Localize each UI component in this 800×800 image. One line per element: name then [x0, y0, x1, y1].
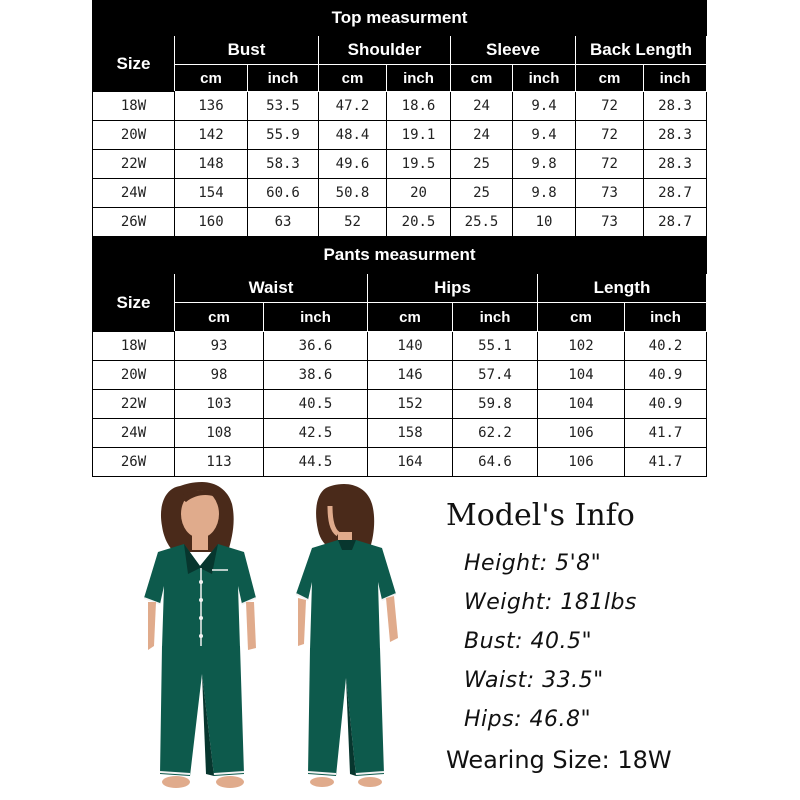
model-back-photo: [286, 478, 416, 798]
pants-table-title: Pants measurment: [93, 237, 707, 274]
size-header: Size: [93, 274, 175, 332]
table-cell: 9.8: [513, 179, 576, 208]
model-wearing-size: Wearing Size: 18W: [446, 746, 672, 774]
table-cell: 9.4: [513, 92, 576, 121]
table-cell: 108: [175, 419, 264, 448]
table-cell: 160: [175, 208, 248, 237]
table-cell: 25.5: [451, 208, 513, 237]
table-cell: 104: [538, 361, 625, 390]
table-row: [93, 179, 707, 208]
table-cell: 102: [538, 332, 625, 361]
table-cell: 64.6: [453, 448, 538, 477]
table-cell: 72: [576, 121, 644, 150]
table-cell: 146: [368, 361, 453, 390]
table-cell: 24: [451, 121, 513, 150]
table-cell: 47.2: [319, 92, 387, 121]
unit-header: cm: [538, 303, 625, 332]
size-cell: 26W: [93, 448, 175, 477]
model-height: Height: 5'8": [464, 551, 602, 576]
table-cell: 52: [319, 208, 387, 237]
length-header: Length: [538, 274, 707, 303]
size-cell: 20W: [93, 121, 175, 150]
table-cell: 49.6: [319, 150, 387, 179]
table-cell: 9.8: [513, 150, 576, 179]
table-cell: 106: [538, 419, 625, 448]
shoulder-header: Shoulder: [319, 36, 451, 65]
model-info-title: Model's Info: [446, 498, 635, 533]
unit-header: cm: [319, 65, 387, 92]
table-cell: 18.6: [387, 92, 451, 121]
table-cell: 40.5: [264, 390, 368, 419]
table-cell: 140: [368, 332, 453, 361]
pants-measurement-table: [92, 236, 707, 477]
table-cell: 19.5: [387, 150, 451, 179]
unit-header: cm: [451, 65, 513, 92]
table-cell: 28.3: [644, 150, 707, 179]
table-cell: 40.2: [625, 332, 707, 361]
table-cell: 98: [175, 361, 264, 390]
table-cell: 104: [538, 390, 625, 419]
waist-header: Waist: [175, 274, 368, 303]
table-cell: 57.4: [453, 361, 538, 390]
table-cell: 19.1: [387, 121, 451, 150]
size-header: Size: [93, 36, 175, 92]
model-front-photo: [128, 478, 278, 798]
table-cell: 113: [175, 448, 264, 477]
model-waist: Waist: 33.5": [464, 668, 604, 693]
unit-header: inch: [513, 65, 576, 92]
bust-header: Bust: [175, 36, 319, 65]
unit-header: cm: [175, 303, 264, 332]
unit-header: inch: [387, 65, 451, 92]
unit-header: inch: [644, 65, 707, 92]
table-cell: 20: [387, 179, 451, 208]
size-cell: 26W: [93, 208, 175, 237]
table-cell: 59.8: [453, 390, 538, 419]
table-cell: 41.7: [625, 448, 707, 477]
top-table-title: Top measurment: [93, 1, 707, 36]
sleeve-header: Sleeve: [451, 36, 576, 65]
table-cell: 73: [576, 179, 644, 208]
table-cell: 55.1: [453, 332, 538, 361]
table-cell: 158: [368, 419, 453, 448]
model-bust: Bust: 40.5": [464, 629, 593, 654]
table-row: [93, 390, 707, 419]
table-cell: 60.6: [248, 179, 319, 208]
model-weight: Weight: 181lbs: [464, 590, 637, 615]
table-cell: 25: [451, 150, 513, 179]
size-cell: 22W: [93, 390, 175, 419]
unit-header: cm: [368, 303, 453, 332]
table-cell: 24: [451, 92, 513, 121]
table-cell: 73: [576, 208, 644, 237]
hips-header: Hips: [368, 274, 538, 303]
table-row: [93, 92, 707, 121]
table-row: [93, 208, 707, 237]
table-cell: 48.4: [319, 121, 387, 150]
top-measurement-table: [92, 0, 707, 237]
table-cell: 28.3: [644, 121, 707, 150]
table-cell: 28.7: [644, 179, 707, 208]
table-cell: 28.7: [644, 208, 707, 237]
unit-header: cm: [576, 65, 644, 92]
table-cell: 136: [175, 92, 248, 121]
table-cell: 20.5: [387, 208, 451, 237]
unit-header: inch: [248, 65, 319, 92]
size-cell: 18W: [93, 332, 175, 361]
table-cell: 44.5: [264, 448, 368, 477]
table-row: [93, 332, 707, 361]
table-cell: 41.7: [625, 419, 707, 448]
table-row: [93, 448, 707, 477]
table-cell: 103: [175, 390, 264, 419]
table-cell: 25: [451, 179, 513, 208]
table-cell: 93: [175, 332, 264, 361]
size-cell: 20W: [93, 361, 175, 390]
table-cell: 152: [368, 390, 453, 419]
table-cell: 63: [248, 208, 319, 237]
table-cell: 9.4: [513, 121, 576, 150]
table-cell: 106: [538, 448, 625, 477]
table-row: [93, 121, 707, 150]
size-cell: 24W: [93, 419, 175, 448]
table-cell: 53.5: [248, 92, 319, 121]
table-cell: 10: [513, 208, 576, 237]
table-cell: 148: [175, 150, 248, 179]
table-cell: 55.9: [248, 121, 319, 150]
table-cell: 164: [368, 448, 453, 477]
unit-header: inch: [453, 303, 538, 332]
unit-header: inch: [625, 303, 707, 332]
table-cell: 40.9: [625, 361, 707, 390]
table-cell: 28.3: [644, 92, 707, 121]
model-hips: Hips: 46.8": [464, 707, 592, 732]
table-cell: 154: [175, 179, 248, 208]
model-info: [446, 498, 776, 774]
table-cell: 50.8: [319, 179, 387, 208]
table-row: [93, 419, 707, 448]
unit-header: cm: [175, 65, 248, 92]
table-cell: 36.6: [264, 332, 368, 361]
table-cell: 58.3: [248, 150, 319, 179]
table-cell: 42.5: [264, 419, 368, 448]
table-cell: 72: [576, 92, 644, 121]
back-length-header: Back Length: [576, 36, 707, 65]
table-cell: 40.9: [625, 390, 707, 419]
table-cell: 142: [175, 121, 248, 150]
size-cell: 22W: [93, 150, 175, 179]
table-row: [93, 361, 707, 390]
size-cell: 18W: [93, 92, 175, 121]
table-row: [93, 150, 707, 179]
table-cell: 72: [576, 150, 644, 179]
unit-header: inch: [264, 303, 368, 332]
table-cell: 38.6: [264, 361, 368, 390]
size-cell: 24W: [93, 179, 175, 208]
table-cell: 62.2: [453, 419, 538, 448]
